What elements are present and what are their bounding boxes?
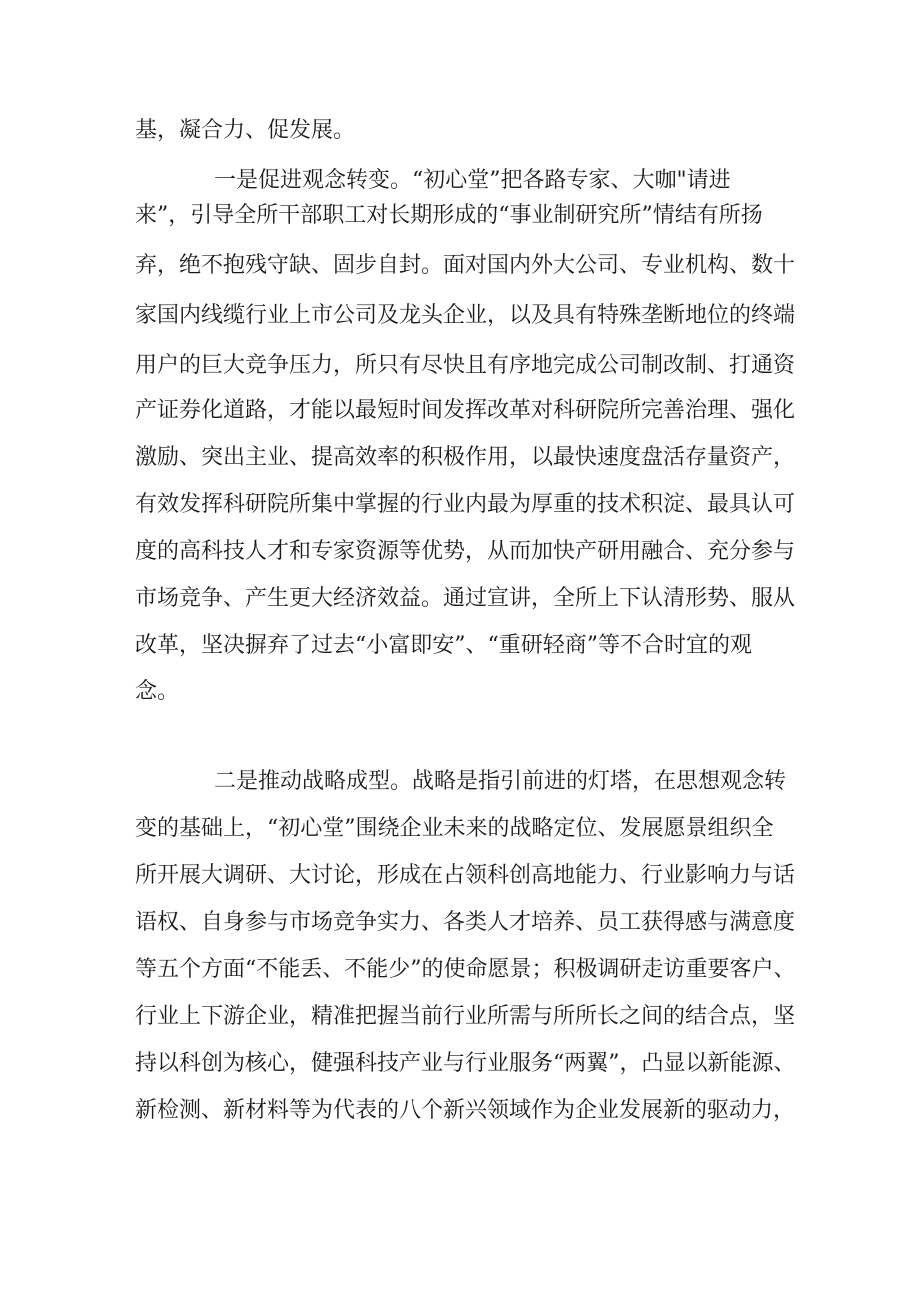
- text-line: 弃，绝不抱残守缺、固步自封。面对国内外大公司、专业机构、数十: [135, 253, 796, 278]
- text-line: 新检测、新材料等为代表的八个新兴领域作为企业发展新的驱动力，: [135, 1098, 796, 1123]
- text-line: 产证券化道路，才能以最短时间发挥改革对科研院所完善治理、强化: [135, 398, 796, 423]
- text-line: 等五个方面“不能丢、不能少”的使命愿景；积极调研走访重要客户、: [135, 957, 796, 982]
- text-line: 用户的巨大竞争压力，所只有尽快且有序地完成公司制改制、打通资: [135, 353, 796, 378]
- text-line: 行业上下游企业，精准把握当前行业所需与所所长之间的结合点，坚: [135, 1004, 796, 1029]
- text-line: 度的高科技人才和专家资源等优势，从而加快产研用融合、充分参与: [135, 539, 796, 564]
- text-line: 市场竞争、产生更大经济效益。通过宣讲，全所上下认清形势、服从: [135, 586, 796, 611]
- text-line: 语权、自身参与市场竞争实力、各类人才培养、员工获得感与满意度: [135, 910, 796, 935]
- text-line: 持以科创为核心，健强科技产业与行业服务“两翼”，凸显以新能源、: [135, 1051, 796, 1076]
- text-line: 家国内线缆行业上市公司及龙头企业，以及具有特殊垄断地位的终端: [135, 303, 796, 328]
- text-line: 激励、突出主业、提高效率的积极作用，以最快速度盘活存量资产，: [135, 445, 796, 470]
- text-line: 变的基础上，“初心堂”围绕企业未来的战略定位、发展愿景组织全: [135, 816, 774, 841]
- text-line: 改革，坚决摒弃了过去“小富即安”、“重研轻商”等不合时宜的观: [135, 633, 752, 658]
- text-line: 基，凝合力、促发展。: [135, 118, 356, 143]
- text-line: 所开展大调研、大讨论，形成在占领科创高地能力、行业影响力与话: [135, 863, 796, 888]
- paragraph-1-first-line: 一是促进观念转变。“初心堂”把各路专家、大咖"请进: [214, 168, 731, 193]
- text-line: 有效发挥科研院所集中掌握的行业内最为厚重的技术积淀、最具认可: [135, 492, 796, 517]
- text-line: 来”，引导全所干部职工对长期形成的“事业制研究所”情结有所扬: [135, 203, 763, 228]
- paragraph-2-first-line: 二是推动战略成型。战略是指引前进的灯塔，在思想观念转: [214, 769, 787, 794]
- text-line: 念。: [135, 679, 180, 704]
